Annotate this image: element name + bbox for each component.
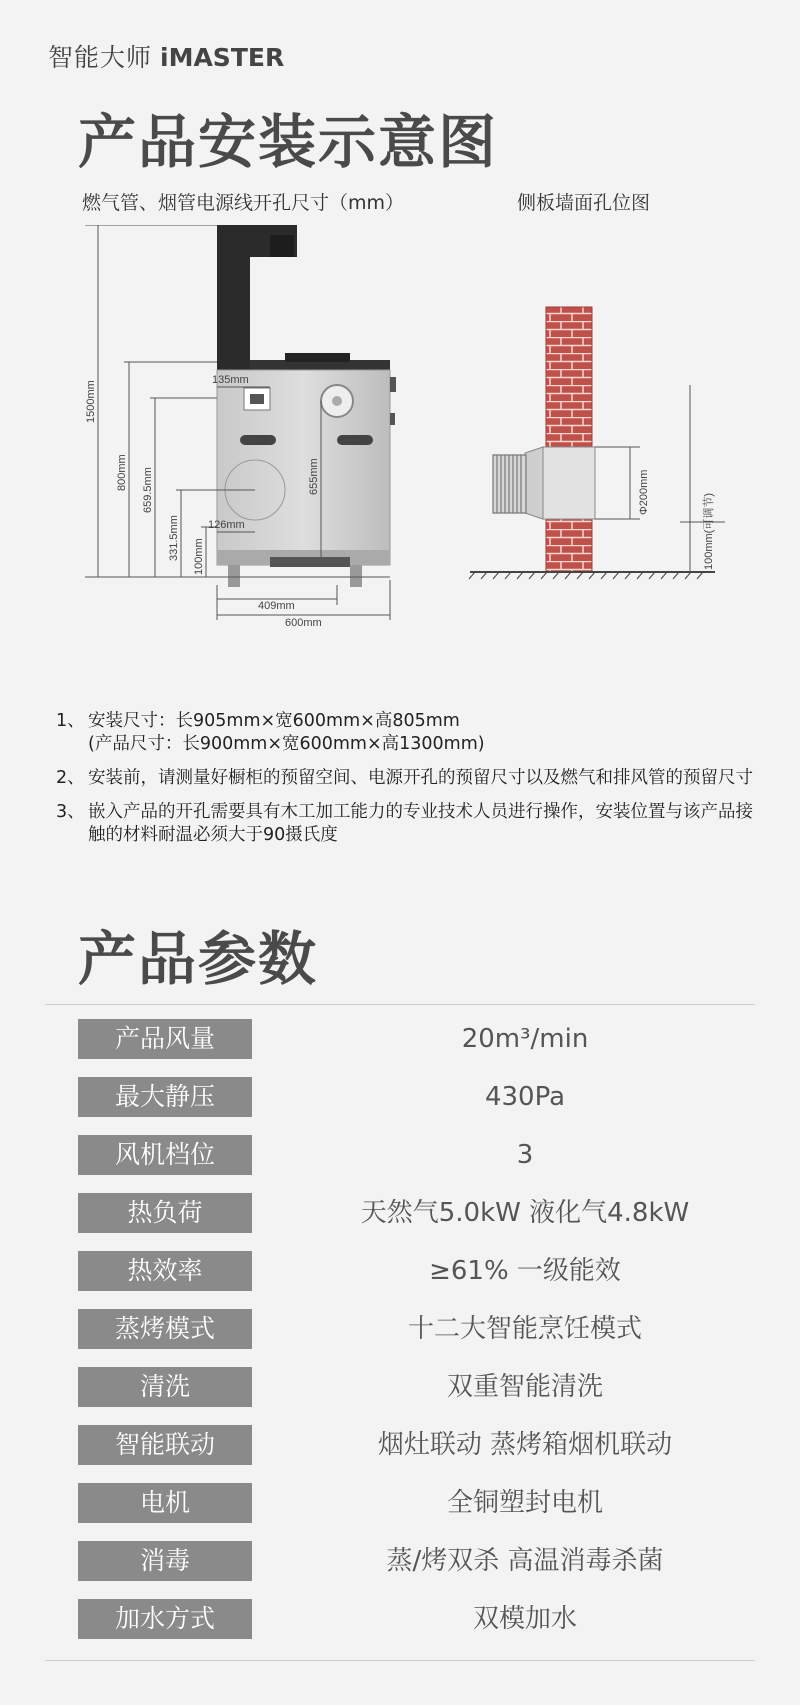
dim-phi200: Φ200mm: [638, 469, 650, 515]
note-item: [56, 710, 756, 756]
param-row: [0, 1308, 800, 1350]
note-number: 2、: [56, 768, 85, 788]
left-caption: 燃气管、烟管电源线开孔尺寸（mm）: [82, 192, 405, 214]
param-row: [0, 1424, 800, 1466]
dim-1500: 1500mm: [85, 380, 97, 423]
note-text: 安装前，请测量好橱柜的预留空间、电源开孔的预留尺寸以及燃气和排风管的预留尺寸: [88, 768, 753, 788]
dim-659: 659.5mm: [142, 467, 154, 513]
dim-100: 100mm: [193, 538, 205, 575]
install-title: 产品安装示意图: [78, 108, 499, 176]
param-value: 3: [516, 1140, 534, 1170]
dim-409: 409mm: [258, 600, 295, 612]
param-row: [0, 1018, 800, 1060]
brand-latin: iMASTER: [160, 43, 285, 72]
params-title: 产品参数: [78, 925, 319, 993]
param-row: [0, 1598, 800, 1640]
param-label: 消毒: [78, 1541, 252, 1581]
param-value: ≥61% 一级能效: [429, 1256, 621, 1286]
dim-331: 331.5mm: [168, 515, 180, 561]
param-row: [0, 1250, 800, 1292]
param-row: [0, 1366, 800, 1408]
param-value: 430Pa: [484, 1082, 566, 1112]
param-row: [0, 1076, 800, 1118]
note-text: (产品尺寸：长900mm×宽600mm×高1300mm): [88, 734, 485, 754]
param-row: [0, 1482, 800, 1524]
param-value: 十二大智能烹饪模式: [407, 1314, 642, 1344]
param-value: 烟灶联动 蒸烤箱烟机联动: [377, 1430, 673, 1460]
param-value: 全铜塑封电机: [446, 1488, 603, 1518]
brand-cn: 智能大师: [48, 43, 153, 72]
param-value: 双模加水: [472, 1604, 577, 1634]
param-value: 蒸/烤双杀 高温消毒杀菌: [386, 1546, 664, 1576]
dim-135: 135mm: [212, 374, 249, 386]
note-text: 安装尺寸：长905mm×宽600mm×高805mm: [88, 711, 460, 731]
dim-800: 800mm: [116, 454, 128, 491]
note-number: 1、: [56, 711, 85, 731]
note-item: [56, 767, 756, 790]
param-label: 蒸烤模式: [78, 1309, 252, 1349]
param-label: 热负荷: [78, 1193, 252, 1233]
right-caption: 侧板墙面孔位图: [517, 192, 651, 214]
param-row: [0, 1540, 800, 1582]
wall-drawing: [469, 307, 725, 579]
note-item: [56, 801, 756, 847]
dim-600: 600mm: [285, 617, 322, 629]
param-label: 热效率: [78, 1251, 252, 1291]
brand-logo: [48, 38, 284, 74]
param-value: 双重智能清洗: [446, 1372, 603, 1402]
param-label: 最大静压: [78, 1077, 252, 1117]
param-label: 清洗: [78, 1367, 252, 1407]
param-value: 20m³/min: [461, 1024, 589, 1054]
dim-adjustable: 100mm(可调节): [703, 492, 715, 570]
divider: [45, 1660, 755, 1661]
param-label: 加水方式: [78, 1599, 252, 1639]
note-text: 嵌入产品的开孔需要具有木工加工能力的专业技术人员进行操作，安装位置与该产品接触的材料耐温必须大于90摄氏度: [88, 802, 753, 845]
param-label: 风机档位: [78, 1135, 252, 1175]
dim-655: 655mm: [308, 458, 320, 495]
divider: [45, 1004, 755, 1005]
param-label: 产品风量: [78, 1019, 252, 1059]
dim-126: 126mm: [208, 519, 245, 531]
param-value: 天然气5.0kW 液化气4.8kW: [360, 1198, 690, 1228]
param-label: 电机: [78, 1483, 252, 1523]
param-label: 智能联动: [78, 1425, 252, 1465]
install-notes: [56, 710, 756, 858]
installation-diagram: [0, 225, 800, 685]
note-number: 3、: [56, 802, 85, 822]
param-row: [0, 1134, 800, 1176]
param-row: [0, 1192, 800, 1234]
product-drawing: [217, 225, 396, 587]
